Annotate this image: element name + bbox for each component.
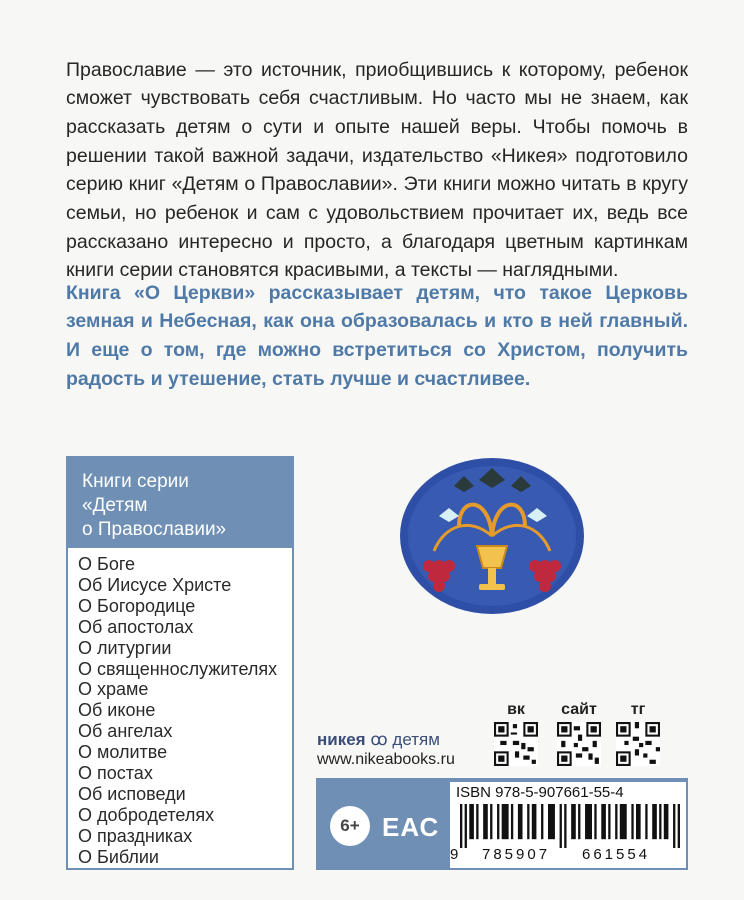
publisher-logo <box>317 730 440 750</box>
book-titles-list <box>68 548 292 868</box>
tg-qr-block <box>613 700 663 771</box>
age-rating-badge: 6+ <box>330 806 370 846</box>
book-title: Об апостолах <box>78 616 194 637</box>
site-qr-block <box>550 700 608 771</box>
book-description: Книга «О Церкви» рассказывает детям, что такое Церковь земная и Небесная, как она образовалась и кто в ней главный. И еще о том, где можно встретиться со Христом, получить радость и утешение, стать лучше и счастливее. <box>66 281 688 390</box>
tg-qr-code[interactable] <box>616 722 660 766</box>
book-title: Об исповеди <box>78 783 186 804</box>
book-title: О священнослужителях <box>78 658 278 679</box>
vk-qr-block <box>491 700 541 771</box>
series-heading-line: о Православии» <box>82 519 227 540</box>
book-title: О добродетелях <box>78 804 215 825</box>
product-info-bar <box>316 778 688 870</box>
barcode-icon <box>460 804 680 848</box>
series-heading-line: «Детям <box>82 495 148 516</box>
site-label: сайт <box>561 701 597 718</box>
book-title: О литургии <box>78 637 172 658</box>
eac-mark: ЕАС <box>382 812 440 842</box>
barcode-panel <box>450 782 686 868</box>
series-heading-line: Книги серии <box>82 471 189 492</box>
brand-main: никея <box>317 730 366 749</box>
isbn-text: ISBN 978-5-907661-55-4 <box>456 784 624 801</box>
book-title: О Боге <box>78 554 136 574</box>
publisher-website[interactable]: www.nikeabooks.ru <box>317 751 455 768</box>
brand-sub: детям <box>392 730 440 749</box>
site-qr-code[interactable] <box>557 722 601 766</box>
series-list-box <box>66 456 294 870</box>
intro-paragraph: Православие — это источник, приобщившись к которому, ребенок сможет чувствовать себя счастливым. Но часто мы не знаем, как рассказать детям о сути и опыте нашей веры. Чтобы помочь в решении такой важной задачи, издательство «Никея» подготовило серию книг «Детям о Православии». Эти книги можно читать в кругу семьи, но ребенок и сам с удовольствием прочитает их, ведь все рассказано интересно и просто, а благодаря цветным картинкам книги серии становятся красивыми, а тексты — наглядными. <box>66 58 688 282</box>
book-title: О Библии <box>78 846 159 867</box>
vk-label: вк <box>507 701 525 718</box>
barcode-digit-group: 785907 <box>482 846 551 863</box>
book-title: Об ангелах <box>78 721 173 742</box>
book-title: О храме <box>78 679 149 700</box>
barcode-digit-group: 661554 <box>582 846 651 863</box>
vk-qr-code[interactable] <box>494 722 538 766</box>
book-title: О Богородице <box>78 595 196 616</box>
book-title: Об Иисусе Христе <box>78 574 232 595</box>
book-title: О праздниках <box>78 825 193 846</box>
book-title: Об иконе <box>78 700 156 721</box>
book-title: О постах <box>78 763 153 784</box>
book-title: О молитве <box>78 742 168 763</box>
barcode-digit-group: 9 <box>450 846 459 863</box>
tg-label: тг <box>630 701 646 718</box>
brand-swirl-icon: ꝏ <box>370 730 388 749</box>
chalice-vine-medallion <box>399 456 585 616</box>
series-heading <box>68 458 292 548</box>
